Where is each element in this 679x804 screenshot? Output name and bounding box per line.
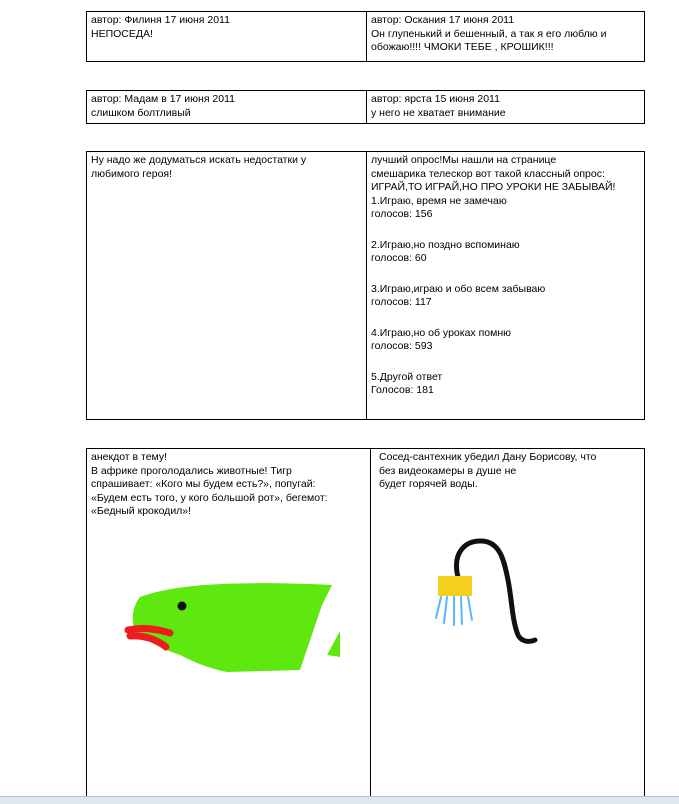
joke-line: «Будем есть того, у кого большой рот», бегемот: xyxy=(91,491,328,504)
poll-cell xyxy=(367,152,645,420)
joke-line: будет горячей воды. xyxy=(379,478,478,490)
poll-option-label: 4.Играю,но об уроках помню xyxy=(371,326,511,339)
comment-text: Он глупенький и бешенный, а так я его люблю и xyxy=(371,27,607,40)
comments-table-1 xyxy=(86,11,645,62)
poll-option-votes: голосов: 156 xyxy=(371,208,433,220)
comment-cell xyxy=(87,12,367,62)
joke-line: Сосед-сантехник убедил Дану Борисову, что xyxy=(379,451,597,463)
comments-table-3 xyxy=(86,151,645,420)
comment-cell xyxy=(87,91,367,124)
comment-author: автор: Оскания 17 июня 2011 xyxy=(371,14,515,26)
poll-option-votes: голосов: 117 xyxy=(371,296,432,308)
comment-text: Ну надо же додуматься искать недостатки у xyxy=(91,154,307,166)
poll-option-label: 2.Играю,но поздно вспоминаю xyxy=(371,238,520,251)
comment-text: любимого героя! xyxy=(91,167,173,180)
comment-text: слишком болтливый xyxy=(91,106,191,119)
joke-line: анекдот в тему! xyxy=(91,451,168,463)
poll-option-votes: Голосов: 181 xyxy=(371,384,434,396)
comment-author: автор: ярста 15 июня 2011 xyxy=(371,93,500,105)
poll-title: ИГРАЙ,ТО ИГРАЙ,НО ПРО УРОКИ НЕ ЗАБЫВАЙ! xyxy=(371,181,616,193)
comment-author: автор: Филиня 17 июня 2011 xyxy=(91,14,230,26)
poll-option-label: 3.Играю,играю и обо всем забываю xyxy=(371,282,546,295)
comment-text: у него не хватает внимание xyxy=(371,106,506,119)
comment-cell xyxy=(367,91,645,124)
shower-head xyxy=(438,576,472,596)
crocodile-drawing xyxy=(122,575,352,685)
poll-intro: смешарика телескор вот такой классный опрос: xyxy=(371,167,605,180)
poll-option-votes: голосов: 60 xyxy=(371,252,427,264)
joke-line: спрашивает: «Кого мы будем есть?», попугай: xyxy=(91,478,316,490)
comment-text: обожаю!!!! ЧМОКИ ТЕБЕ , КРОШИК!!! xyxy=(371,41,554,53)
crocodile-tail-tip xyxy=(327,631,340,657)
poll-intro: лучший опрос!Мы нашли на странице xyxy=(371,154,557,166)
comments-table-2 xyxy=(86,90,645,124)
comment-cell xyxy=(87,152,367,420)
shower-drawing xyxy=(420,535,550,655)
poll-option-label: 5.Другой ответ xyxy=(371,370,443,383)
joke-line: В африке проголодались животные! Тигр xyxy=(91,464,292,477)
poll-option-votes: голосов: 593 xyxy=(371,340,433,352)
comment-author: автор: Мадам в 17 июня 2011 xyxy=(91,93,236,105)
comment-cell xyxy=(367,12,645,62)
joke-line: без видеокамеры в душе не xyxy=(379,464,517,477)
crocodile-eye xyxy=(178,602,187,611)
water-drops xyxy=(436,597,472,625)
joke-line: «Бедный крокодил»! xyxy=(91,505,192,517)
comment-text: НЕПОСЕДА! xyxy=(91,27,153,40)
poll-option-label: 1.Играю, время не замечаю xyxy=(371,194,507,207)
